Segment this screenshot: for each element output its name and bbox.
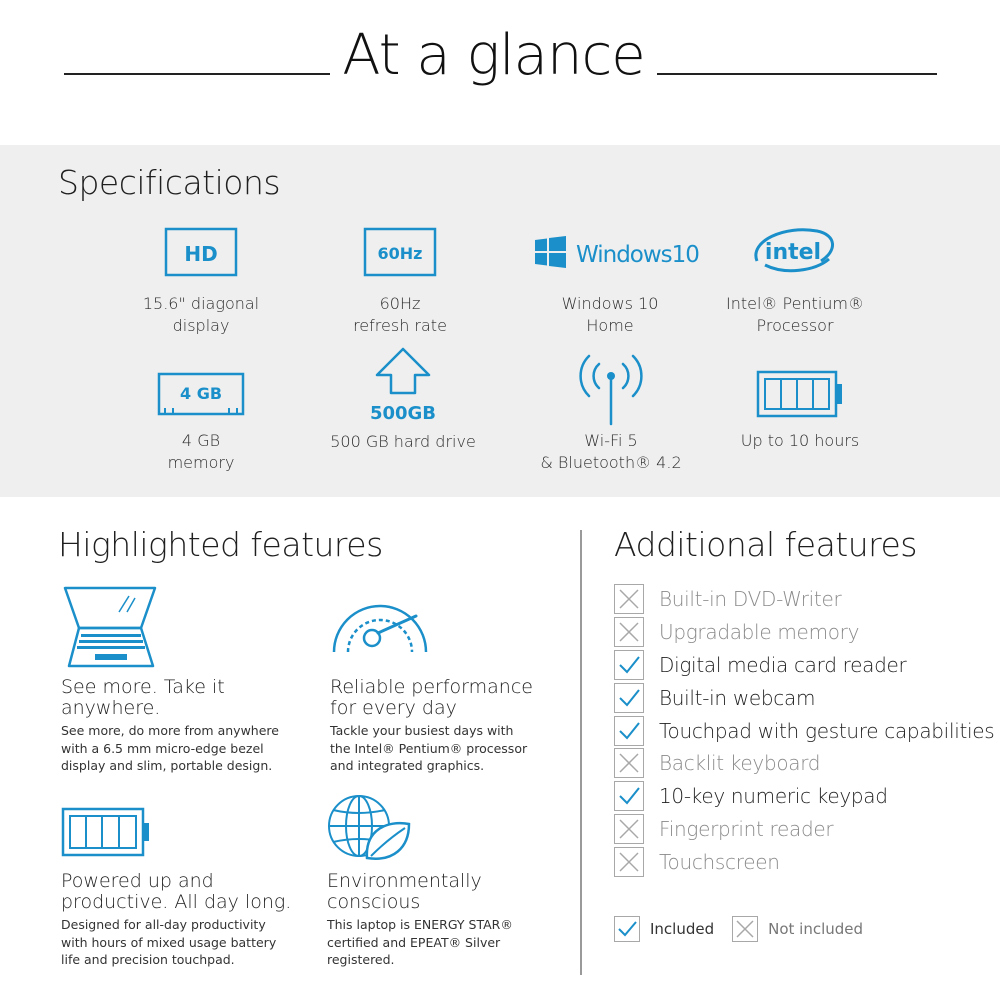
legend-not-included-label: Not included (768, 920, 864, 938)
hard-drive-icon (303, 343, 503, 431)
check-icon (617, 719, 641, 743)
included-checkbox (614, 683, 644, 713)
additional-feature-label: Backlit keyboard (659, 751, 821, 776)
feature-performance-desc-line1: Tackle your busiest days with (330, 723, 514, 738)
additional-feature-row (614, 616, 994, 649)
spec-storage-label (303, 431, 503, 453)
feature-battery-desc-line1: Designed for all-day productivity (61, 917, 266, 932)
not-included-checkbox (614, 847, 644, 877)
feature-performance-desc-line3: and integrated graphics. (330, 758, 485, 773)
spec-processor (695, 213, 895, 337)
spec-display-label (101, 293, 301, 337)
battery-icon (61, 795, 301, 871)
not-included-checkbox (614, 748, 644, 778)
memory-icon (101, 358, 301, 430)
additional-feature-label: 10-key numeric keypad (659, 784, 888, 809)
feature-environment-desc (327, 916, 567, 969)
spec-os-line1: Windows 10 (561, 294, 659, 313)
feature-portable-title (61, 677, 301, 719)
check-icon (617, 784, 641, 808)
additional-feature-row (614, 780, 994, 813)
feature-performance-title-line2: for every day (330, 697, 457, 719)
spec-refresh-label (300, 293, 500, 337)
spec-battery-line1: Up to 10 hours (740, 431, 860, 450)
additional-feature-row (614, 747, 994, 780)
check-icon (617, 653, 641, 677)
windows-logo (510, 213, 710, 293)
additional-feature-label: Fingerprint reader (659, 816, 834, 841)
additional-feature-label: Upgradable memory (659, 620, 860, 645)
feature-environment-title (327, 871, 567, 913)
feature-portable-desc (61, 722, 301, 775)
page-header (0, 0, 1000, 140)
not-included-legend-box (732, 916, 758, 942)
legend-included-label: Included (650, 920, 715, 938)
storage-icon-text: 500GB (369, 403, 437, 424)
not-included-checkbox (614, 814, 644, 844)
spec-refresh-line2: refresh rate (353, 316, 447, 335)
additional-features-list (614, 583, 994, 878)
x-icon (617, 817, 641, 841)
spec-display-line1: 15.6" diagonal (142, 294, 260, 313)
feature-performance-desc-line2: the Intel® Pentium® processor (330, 740, 528, 756)
spec-processor-label (695, 293, 895, 337)
title-rule-right (657, 73, 937, 75)
spec-memory-line2: memory (167, 453, 235, 472)
not-included-checkbox (614, 584, 644, 614)
spec-os (510, 213, 710, 337)
additional-feature-label: Touchpad with gesture capabilities (659, 718, 995, 743)
included-checkbox (614, 716, 644, 746)
x-icon (617, 587, 641, 611)
feature-environment-desc-line3: registered. (327, 952, 395, 967)
windows-logo-text: Windows10 (576, 242, 699, 268)
not-included-checkbox (614, 617, 644, 647)
spec-wireless (511, 348, 711, 474)
spec-storage (303, 343, 503, 453)
included-checkbox (614, 781, 644, 811)
legend (614, 916, 881, 942)
feature-environment-desc-line2: certified and EPEAT® Silver (327, 934, 501, 950)
feature-battery-desc (61, 916, 301, 969)
feature-environment-desc-line1: This laptop is ENERGY STAR® (327, 917, 513, 932)
additional-feature-row (614, 845, 994, 878)
specifications-section (0, 145, 1000, 497)
spec-memory-line1: 4 GB (181, 431, 221, 450)
feature-battery-title-line2: productive. All day long. (61, 891, 292, 913)
additional-feature-row (614, 583, 994, 616)
feature-battery-title-line1: Powered up and (61, 870, 214, 892)
x-icon (617, 751, 641, 775)
hd-display-icon (101, 213, 301, 293)
feature-battery-desc-line3: life and precision touchpad. (61, 952, 235, 967)
highlighted-heading: Highlighted features (58, 525, 383, 564)
feature-battery-title (61, 871, 301, 913)
spec-os-label (510, 293, 710, 337)
feature-portable-desc-line2: with a 6.5 mm micro-edge bezel (61, 740, 264, 756)
feature-performance (330, 582, 570, 775)
feature-battery-desc-line2: with hours of mixed usage battery (61, 934, 277, 950)
battery-icon (700, 358, 900, 430)
spec-storage-line1: 500 GB hard drive (330, 432, 476, 451)
spec-battery (700, 358, 900, 452)
additional-feature-row (614, 649, 994, 682)
additional-feature-label: Touchscreen (659, 849, 780, 874)
spec-wireless-line1: Wi-Fi 5 (584, 431, 638, 450)
spec-display (101, 213, 301, 337)
check-icon (616, 918, 638, 940)
feature-environment-title-line1: Environmentally (327, 870, 482, 892)
feature-portable-title-line1: See more. Take it (61, 676, 225, 698)
spec-processor-line1: Intel® Pentium® (725, 294, 864, 313)
section-divider (580, 530, 582, 975)
spec-display-line2: display (172, 316, 230, 335)
wifi-icon (511, 348, 711, 430)
feature-environment (327, 790, 567, 969)
feature-portable-title-line2: anywhere. (61, 697, 161, 719)
x-icon (734, 918, 756, 940)
spec-os-line2: Home (586, 316, 634, 335)
page-title: At a glance (342, 23, 645, 88)
title-rule-left (64, 73, 330, 75)
x-icon (617, 620, 641, 644)
laptop-icon (61, 582, 301, 677)
speedometer-icon (330, 582, 570, 677)
feature-battery-life (61, 795, 301, 969)
feature-performance-desc (330, 722, 570, 775)
feature-performance-title (330, 677, 570, 719)
spec-processor-line2: Processor (756, 316, 834, 335)
feature-performance-title-line1: Reliable performance (330, 676, 533, 698)
included-legend-box (614, 916, 640, 942)
specifications-heading: Specifications (58, 163, 281, 202)
additional-feature-row (614, 681, 994, 714)
spec-battery-label (700, 430, 900, 452)
feature-portable-desc-line3: display and slim, portable design. (61, 758, 273, 773)
feature-environment-title-line2: conscious (327, 891, 421, 913)
refresh-icon-text: 60Hz (377, 244, 423, 263)
additional-feature-row (614, 714, 994, 747)
spec-memory (101, 358, 301, 474)
additional-heading: Additional features (614, 525, 917, 564)
feature-portable-desc-line1: See more, do more from anywhere (61, 723, 279, 738)
hd-icon-text: HD (184, 242, 218, 266)
spec-wireless-line2: & Bluetooth® 4.2 (540, 453, 682, 472)
spec-memory-label (101, 430, 301, 474)
memory-icon-text: 4 GB (179, 384, 223, 403)
intel-logo-text: intel (764, 240, 822, 265)
globe-leaf-icon (327, 790, 567, 871)
additional-feature-label: Built-in DVD-Writer (659, 587, 842, 612)
feature-portable (61, 582, 301, 775)
additional-feature-label: Built-in webcam (659, 685, 816, 710)
included-checkbox (614, 650, 644, 680)
refresh-rate-icon (300, 213, 500, 293)
spec-refresh-line1: 60Hz (379, 294, 421, 313)
spec-refresh-rate (300, 213, 500, 337)
intel-logo (695, 213, 895, 293)
spec-wireless-label (511, 430, 711, 474)
check-icon (617, 686, 641, 710)
additional-feature-label: Digital media card reader (659, 652, 907, 677)
additional-feature-row (614, 813, 994, 846)
x-icon (617, 850, 641, 874)
